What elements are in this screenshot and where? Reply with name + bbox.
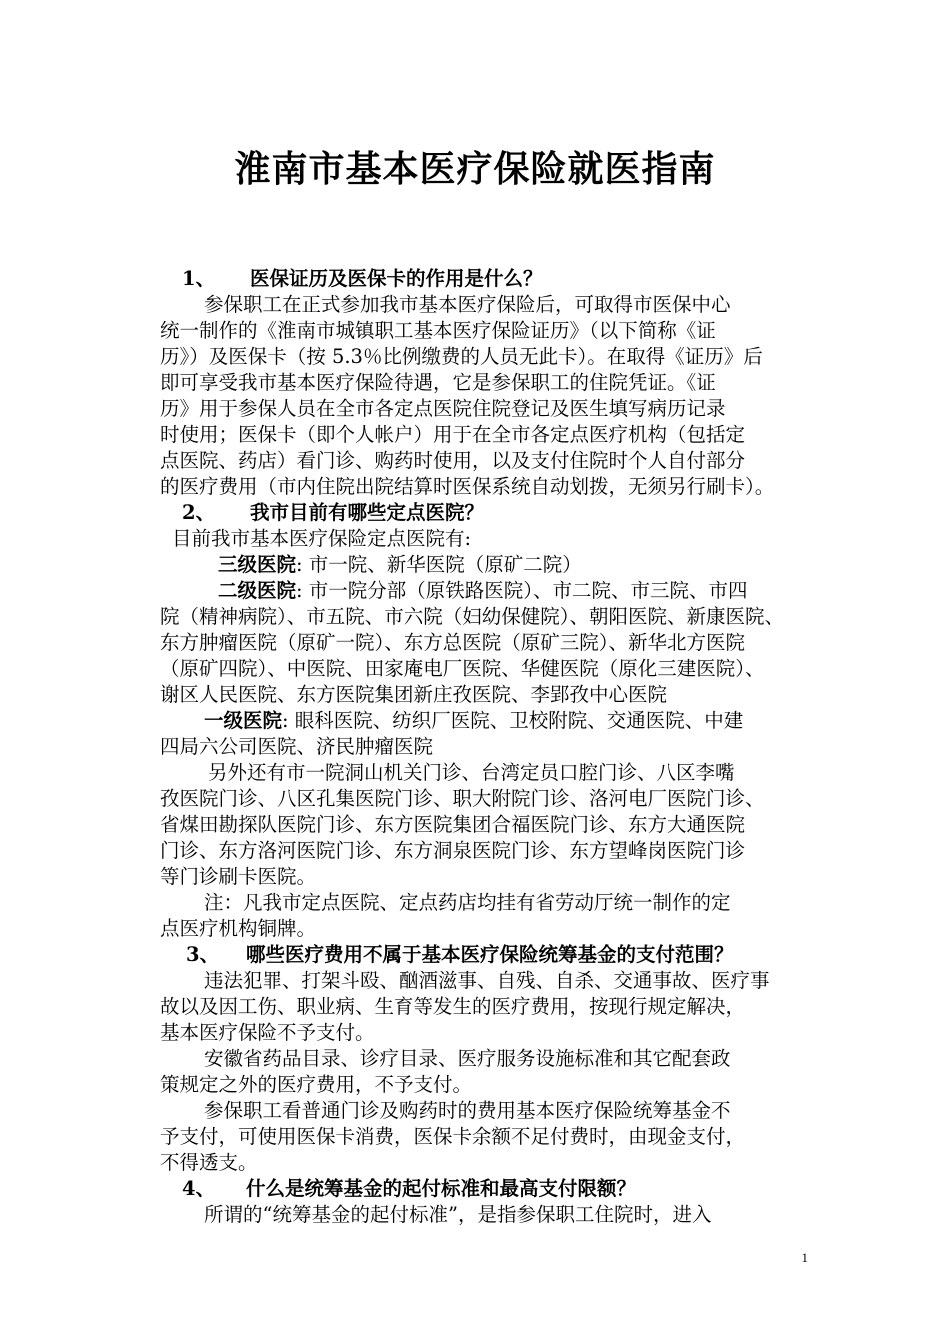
paragraph-line: 四局六公司医院、济民肿瘤医院 xyxy=(160,735,434,758)
paragraph-line: 基本医疗保险不予支付。 xyxy=(160,1021,375,1044)
note-line: 点医疗机构铜牌。 xyxy=(160,917,317,940)
section-title: 医保证历及医保卡的作用是什么？ xyxy=(250,267,543,290)
section-number: 4、 xyxy=(182,1177,216,1200)
hospital-level-1 xyxy=(204,708,743,734)
level-list: : 市一院分部（原铁路医院）、市二院、市三院、市四 xyxy=(296,579,748,602)
level-label: 一级医院 xyxy=(204,709,283,732)
paragraph-line: 的医疗费用（市内住院出院结算时医保系统自动划拨，无须另行刷卡）。 xyxy=(160,475,775,498)
paragraph-line: 另外还有市一院洞山机关门诊、台湾定员口腔门诊、八区李嘴 xyxy=(208,761,735,784)
document-title: 淮南市基本医疗保险就医指南 xyxy=(234,149,716,190)
paragraph-line: 予支付，可使用医保卡消费，医保卡余额不足付费时，由现金支付， xyxy=(160,1125,746,1148)
paragraph-line: 门诊、东方洛河医院门诊、东方洞泉医院门诊、东方望峰岗医院门诊 xyxy=(160,839,746,862)
paragraph-line: 参保职工看普通门诊及购药时的费用基本医疗保险统筹基金不 xyxy=(204,1099,731,1122)
paragraph-line: 院（精神病院）、市五院、市六院（妇幼保健院）、朝阳医院、新康医院、 xyxy=(160,605,785,628)
section-title: 我市目前有哪些定点医院？ xyxy=(250,501,485,524)
section-number: 1、 xyxy=(182,267,216,290)
paragraph-line: 等门诊刷卡医院。 xyxy=(160,865,317,888)
level-list: : 市一院、新华医院（原矿二院） xyxy=(296,553,582,576)
paragraph-line: 历》用于参保人员在全市各定点医院住院登记及医生填写病历记录 xyxy=(160,397,726,420)
paragraph-line: 历》）及医保卡（按 5.3％比例缴费的人员无此卡）。在取得《证历》后 xyxy=(160,345,763,368)
paragraph-line: 目前我市基本医疗保险定点医院有: xyxy=(172,527,472,550)
note-line: 注：凡我市定点医院、定点药店均挂有省劳动厅统一制作的定 xyxy=(204,891,731,914)
section-title: 哪些医疗费用不属于基本医疗保险统筹基金的支付范围？ xyxy=(246,943,734,966)
paragraph-line: 所谓的“统筹基金的起付标准”，是指参保职工住院时，进入 xyxy=(204,1203,712,1226)
paragraph-line: 不得透支。 xyxy=(160,1151,258,1174)
hospital-level-2 xyxy=(218,578,748,604)
page-number: 1 xyxy=(801,1250,808,1265)
paragraph-line: 时使用；医保卡（即个人帐户）用于在全市各定点医疗机构（包括定 xyxy=(160,423,746,446)
section-title: 什么是统筹基金的起付标准和最高支付限额？ xyxy=(246,1177,637,1200)
section-heading-4 xyxy=(182,1176,636,1202)
section-number: 2、 xyxy=(182,501,216,524)
paragraph-line: 故以及因工伤、职业病、生育等发生的医疗费用，按现行规定解决， xyxy=(160,995,746,1018)
paragraph-line: 省煤田勘探队医院门诊、东方医院集团合福医院门诊、东方大通医院 xyxy=(160,813,746,836)
section-number: 3、 xyxy=(186,943,220,966)
paragraph-line: 违法犯罪、打架斗殴、酗酒滋事、自残、自杀、交通事故、医疗事 xyxy=(204,969,770,992)
paragraph-line: 参保职工在正式参加我市基本医疗保险后，可取得市医保中心 xyxy=(204,293,731,316)
section-heading-1 xyxy=(182,266,543,292)
level-list: : 眼科医院、纺织厂医院、卫校附院、交通医院、中建 xyxy=(282,709,744,732)
level-label: 二级医院 xyxy=(218,579,297,602)
paragraph-line: （原矿四院）、中医院、田家庵电厂医院、华健医院（原化三建医院）、 xyxy=(160,657,765,680)
section-heading-3 xyxy=(186,942,734,968)
paragraph-line: 安徽省药品目录、诊疗目录、医疗服务设施标准和其它配套政 xyxy=(204,1047,731,1070)
paragraph-line: 策规定之外的医疗费用，不予支付。 xyxy=(160,1073,473,1096)
paragraph-line: 东方肿瘤医院（原矿一院）、东方总医院（原矿三院）、新华北方医院 xyxy=(160,631,746,654)
paragraph-line: 点医院、药店）看门诊、购药时使用，以及支付住院时个人自付部分 xyxy=(160,449,746,472)
section-heading-2 xyxy=(182,500,484,526)
hospital-level-3 xyxy=(218,552,582,578)
paragraph-line: 统一制作的《淮南市城镇职工基本医疗保险证历》（以下简称《证 xyxy=(160,319,716,342)
paragraph-line: 即可享受我市基本医疗保险待遇，它是参保职工的住院凭证。《证 xyxy=(160,371,716,394)
level-label: 三级医院 xyxy=(218,553,297,576)
paragraph-line: 谢区人民医院、东方医院集团新庄孜医院、李郢孜中心医院 xyxy=(160,683,668,706)
paragraph-line: 孜医院门诊、八区孔集医院门诊、职大附院门诊、洛河电厂医院门诊、 xyxy=(160,787,765,810)
